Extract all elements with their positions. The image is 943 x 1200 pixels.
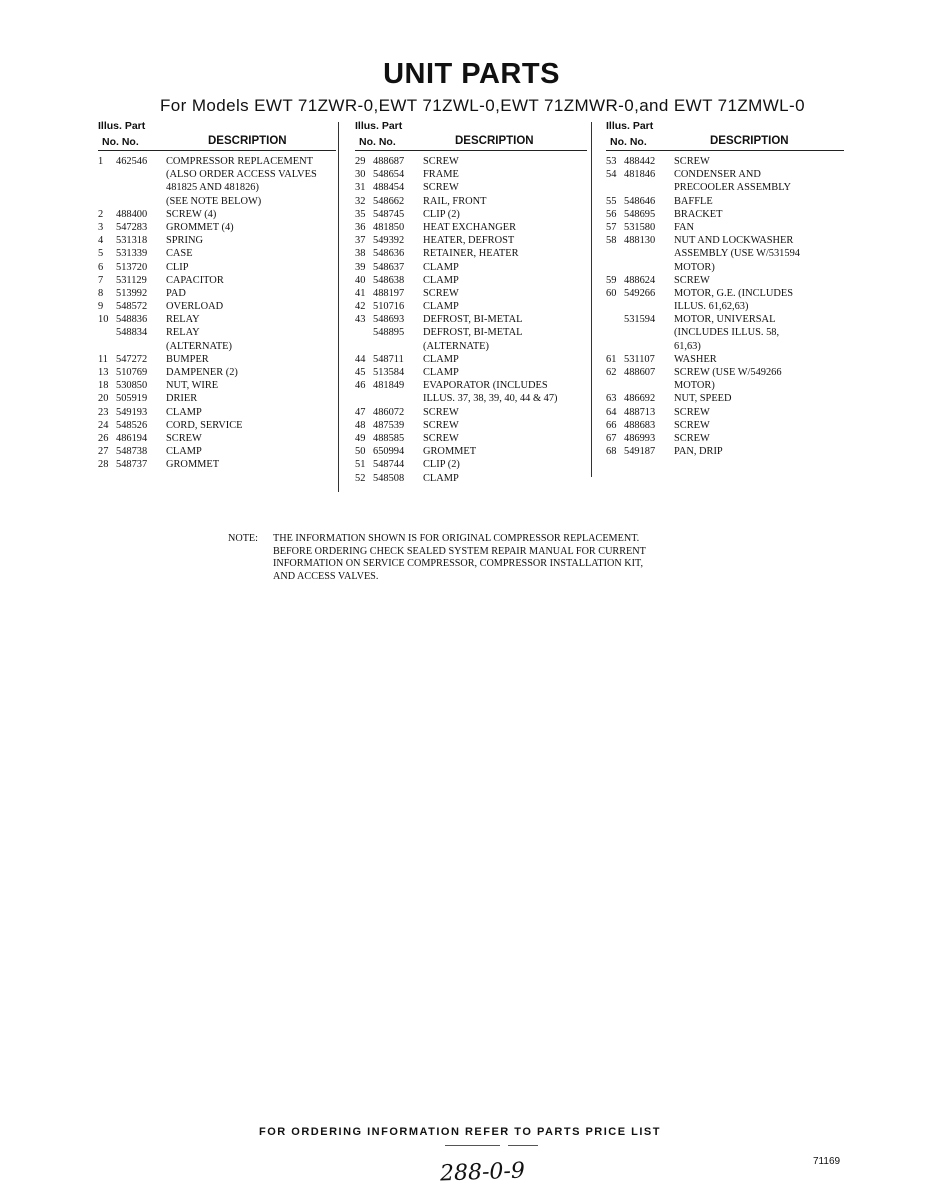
illus-number: 30 [355,169,366,181]
note-line: THE INFORMATION SHOWN IS FOR ORIGINAL COMPRESSOR REPLACEMENT. [273,533,640,544]
part-number: 549266 [624,287,656,299]
illus-number: 60 [606,287,617,299]
part-number: 548508 [373,472,405,484]
illus-number: 36 [355,221,366,233]
part-number: 547272 [116,353,148,365]
part-description: NUT, WIRE [166,380,219,392]
illus-number: 51 [355,459,366,471]
column-header [355,120,587,150]
note-label: NOTE: [228,533,258,544]
description-heading: DESCRIPTION [455,135,534,147]
illus-number: 40 [355,274,366,286]
part-description: SCREW [674,406,710,418]
illus-number: 41 [355,287,366,299]
handwritten-code: 288-0-9 [439,1158,526,1187]
part-description: ASSEMBLY (USE W/531594 [674,248,800,260]
description-heading: DESCRIPTION [208,135,287,147]
illus-number: 62 [606,367,617,378]
part-number: 548526 [116,419,148,431]
note-text [273,533,646,583]
part-description: (INCLUDES ILLUS. 58, [674,327,780,339]
part-number: 548693 [373,314,405,326]
part-description: (SEE NOTE BELOW) [166,195,262,207]
column-header [606,120,844,150]
part-description: CLIP [166,261,189,273]
part-number: 548638 [373,274,405,286]
part-description: SCREW (4) [166,208,217,220]
part-description: CASE [166,248,193,260]
illus-number: 63 [606,393,617,405]
part-number: 481849 [373,380,405,392]
part-number: 548572 [116,301,148,313]
part-number: 531594 [624,314,656,326]
part-description: BRACKET [674,208,723,220]
illus-number: 55 [606,195,617,207]
part-number: 488197 [373,287,405,299]
part-number: 548744 [373,459,405,471]
part-number: 531580 [624,221,656,233]
part-number: 548711 [373,353,404,365]
part-number: 488585 [373,432,405,444]
illus-number: 13 [98,367,109,378]
part-description: 61,63) [674,340,701,352]
illus-number: 5 [98,248,104,260]
illus-number: 35 [355,208,366,220]
illus-number: 37 [355,235,366,247]
part-description: MOTOR, UNIVERSAL [674,314,776,326]
part-description: RETAINER, HEATER [423,248,519,260]
note-line: INFORMATION ON SERVICE COMPRESSOR, COMPRESSOR INSTALLATION KIT, [273,558,644,570]
part-description: HEATER, DEFROST [423,235,515,247]
illus-number: 59 [606,274,617,286]
header-rule [98,150,336,151]
part-description: GROMMET [166,459,220,471]
illus-number: 47 [355,406,366,418]
illus-number: 56 [606,208,617,220]
part-number: 488454 [373,182,405,194]
part-description: MOTOR) [674,261,715,273]
part-number: 548637 [373,261,405,273]
illus-number: 11 [98,353,109,365]
illus-number: 48 [355,419,366,431]
part-description: 481825 AND 481826) [166,182,259,194]
illus-number: 24 [98,419,109,431]
part-number: 548895 [373,327,405,339]
part-number: 513992 [116,287,148,299]
illus-number: 27 [98,446,109,458]
illus-number: 7 [98,274,104,286]
illus-number: 2 [98,208,104,220]
illus-number: 43 [355,314,366,326]
parts-column-2 [355,120,587,484]
part-description: SCREW (USE W/549266 [674,367,782,378]
part-number: 488130 [624,235,656,247]
part-description: GROMMET (4) [166,221,234,233]
part-description: SCREW [166,432,202,444]
part-description: SCREW [423,156,459,167]
part-description: DAMPENER (2) [166,367,238,378]
part-number: 488624 [624,274,656,286]
illus-number: 44 [355,353,366,365]
part-number: 486993 [624,432,656,444]
part-number: 549193 [116,406,148,418]
illus-number: 67 [606,432,617,444]
document-number: 71169 [813,1156,841,1167]
part-description: EVAPORATOR (INCLUDES [423,380,548,392]
part-number: 531107 [624,353,655,365]
part-number: 548646 [624,195,656,207]
illus-number: 9 [98,301,104,313]
illus-number: 29 [355,156,366,167]
part-description: (ALTERNATE) [166,340,232,352]
part-description: MOTOR, G.E. (INCLUDES [674,287,794,299]
illus-number: 54 [606,169,617,181]
part-description: OVERLOAD [166,301,224,313]
part-number: 548636 [373,248,405,260]
illus-number: 42 [355,301,366,313]
part-description: SCREW [674,274,710,286]
illus-number: 31 [355,182,366,194]
illus-number: 64 [606,406,617,418]
part-number: 462546 [116,156,148,167]
part-description: (ALTERNATE) [423,340,489,352]
part-description: NUT AND LOCKWASHER [674,235,794,247]
part-description: (ALSO ORDER ACCESS VALVES [166,169,317,181]
illus-part-heading: Illus. Part [606,120,654,132]
part-description: SCREW [674,419,710,431]
illus-number: 38 [355,248,366,260]
column-divider [338,122,339,492]
illus-number: 3 [98,221,104,233]
ordering-footer: FOR ORDERING INFORMATION REFER TO PARTS PRICE LIST [259,1126,661,1138]
part-number: 531318 [116,235,148,247]
part-description: WASHER [674,353,717,365]
part-description: SCREW [423,419,459,431]
part-number: 486692 [624,393,656,405]
part-description: CLIP (2) [423,459,460,471]
illus-number: 8 [98,287,104,299]
part-description: CLAMP [166,406,202,418]
illus-number: 61 [606,353,617,365]
part-number: 481846 [624,169,656,181]
part-description: MOTOR) [674,380,715,392]
part-description: GROMMET [423,446,477,458]
part-description: CLAMP [423,301,459,313]
header-rule [606,150,844,151]
part-number: 548695 [624,208,656,220]
illus-number: 50 [355,446,366,458]
part-description: CLIP (2) [423,208,460,220]
header-rule [355,150,587,151]
column-header [98,120,336,150]
part-number: 488687 [373,156,405,167]
illus-number: 58 [606,235,617,247]
description-heading: DESCRIPTION [710,135,789,147]
part-number: 548654 [373,169,405,181]
part-description: ILLUS. 37, 38, 39, 40, 44 & 47) [423,393,558,405]
illus-number: 32 [355,195,366,207]
part-description: PAN, DRIP [674,446,723,458]
part-number: 481850 [373,221,405,233]
part-number: 505919 [116,393,148,405]
part-number: 547283 [116,221,148,233]
part-number: 531129 [116,274,147,286]
illus-number: 10 [98,314,109,326]
note-line: AND ACCESS VALVES. [273,570,379,582]
illus-part-heading: Illus. Part [355,120,403,132]
illus-number: 49 [355,432,366,444]
part-number: 548836 [116,314,148,326]
part-number: 548737 [116,459,148,471]
part-number: 487539 [373,419,405,431]
part-number: 488442 [624,156,656,167]
part-description: PAD [166,287,186,299]
part-description: CLAMP [423,472,459,484]
part-description: COMPRESSOR REPLACEMENT [166,156,313,167]
part-description: SCREW [423,287,459,299]
part-description: BAFFLE [674,195,713,207]
part-number: 549392 [373,235,405,247]
illus-number: 20 [98,393,109,405]
illus-number: 39 [355,261,366,273]
part-number: 488607 [624,367,656,378]
part-description: CLAMP [166,446,202,458]
part-description: CLAMP [423,353,459,365]
part-number: 650994 [373,446,405,458]
part-number: 488713 [624,406,656,418]
page-title: UNIT PARTS [383,58,560,90]
part-description: NUT, SPEED [674,393,732,405]
parts-column-1 [98,120,336,471]
part-number: 548738 [116,446,148,458]
part-description: BUMPER [166,353,209,365]
illus-number: 68 [606,446,617,458]
illus-part-heading: Illus. Part [98,120,146,132]
note-line: BEFORE ORDERING CHECK SEALED SYSTEM REPAIR MANUAL FOR CURRENT [273,545,646,557]
part-description: SPRING [166,235,203,247]
part-number: 548745 [373,208,405,220]
part-description: PRECOOLER ASSEMBLY [674,182,792,194]
part-description: SCREW [423,182,459,194]
column-divider [591,122,592,477]
illus-number: 53 [606,156,617,167]
part-description: SCREW [674,156,710,167]
illus-number: 6 [98,261,104,273]
part-description: SCREW [423,406,459,418]
part-description: RAIL, FRONT [423,195,487,207]
part-number: 488400 [116,208,148,220]
part-description: FAN [674,221,695,233]
part-number: 510769 [116,367,148,378]
illus-number: 57 [606,221,617,233]
models-subtitle: For Models EWT 71ZWR-0,EWT 71ZWL-0,EWT 71ZMWR-0,and EWT 71ZMWL-0 [160,96,805,115]
illus-number: 28 [98,459,109,471]
part-description: DEFROST, BI-METAL [423,314,523,326]
divider [445,1145,500,1146]
part-description: DRIER [166,393,198,405]
illus-number: 46 [355,380,366,392]
part-number: 486072 [373,406,405,418]
part-number: 486194 [116,432,148,444]
illus-number: 45 [355,367,366,378]
part-description: CLAMP [423,367,459,378]
part-description: CORD, SERVICE [166,419,243,431]
part-number: 548662 [373,195,405,207]
part-number: 513720 [116,261,148,273]
part-description: SCREW [674,432,710,444]
part-description: CONDENSER AND [674,169,761,181]
part-description: RELAY [166,327,200,339]
part-number: 549187 [624,446,656,458]
part-description: ILLUS. 61,62,63) [674,301,749,313]
illus-number: 18 [98,380,109,392]
part-description: DEFROST, BI-METAL [423,327,523,339]
part-description: FRAME [423,169,459,181]
parts-column-3 [606,120,844,458]
part-number: 548834 [116,327,148,339]
illus-number: 23 [98,406,109,418]
part-description: HEAT EXCHANGER [423,221,517,233]
part-description: RELAY [166,314,200,326]
illus-number: 4 [98,235,104,247]
no-no-heading: No. No. [102,136,139,148]
part-description: CAPACITOR [166,274,224,286]
illus-number: 26 [98,432,109,444]
illus-number: 1 [98,156,104,167]
no-no-heading: No. No. [610,136,647,148]
part-description: SCREW [423,432,459,444]
part-number: 510716 [373,301,405,313]
illus-number: 52 [355,472,366,484]
part-number: 530850 [116,380,148,392]
divider [508,1145,538,1146]
illus-number: 66 [606,419,617,431]
part-number: 513584 [373,367,405,378]
part-description: CLAMP [423,261,459,273]
no-no-heading: No. No. [359,136,396,148]
part-description: CLAMP [423,274,459,286]
part-number: 531339 [116,248,148,260]
part-number: 488683 [624,419,656,431]
